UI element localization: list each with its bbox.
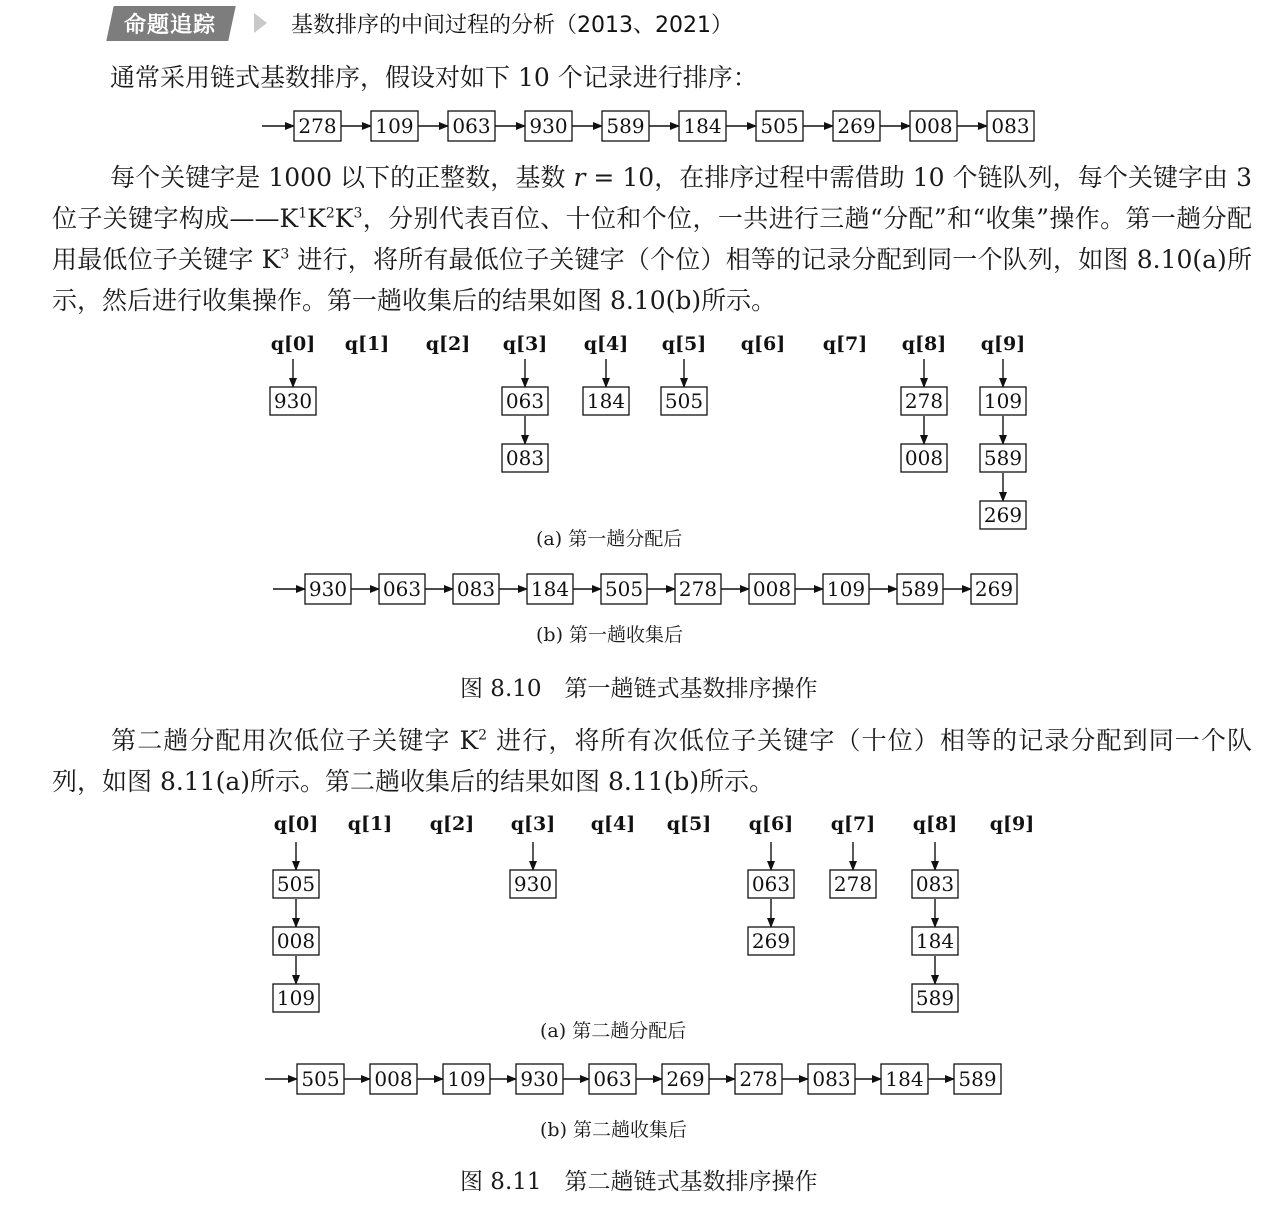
fig1-q9-node-0-label: 109 bbox=[983, 389, 1023, 413]
fig2-collected-node-8-label: 184 bbox=[885, 1067, 924, 1091]
fig1-queue-label-0: q[0] bbox=[270, 333, 316, 355]
fig1-queue-label-6: q[6] bbox=[740, 333, 786, 355]
fig2-q8-node-1-label: 184 bbox=[915, 929, 955, 953]
fig1-q5-node-0-label: 505 bbox=[664, 389, 704, 413]
fig2-queue-label-0: q[0] bbox=[273, 813, 319, 835]
fig1-collected-node-1-label: 063 bbox=[382, 577, 422, 601]
fig1-q0-node-0-label: 930 bbox=[273, 389, 313, 413]
figure2-caption-b: (b) 第二趟收集后 bbox=[540, 1119, 688, 1141]
fig1-q9-node-2-label: 269 bbox=[983, 503, 1023, 527]
fig1-collected-node-4-label: 505 bbox=[604, 577, 644, 601]
fig1-collected-node-3-label: 184 bbox=[530, 577, 570, 601]
fig2-q8-node-0-label: 083 bbox=[915, 872, 955, 896]
fig1-q8-node-0-label: 278 bbox=[904, 389, 944, 413]
fig1-queue-label-5: q[5] bbox=[661, 333, 707, 355]
figure1-caption-b: (b) 第一趟收集后 bbox=[536, 624, 684, 646]
initial-list-node-7-label: 269 bbox=[837, 114, 876, 138]
initial-list-node-9-label: 083 bbox=[991, 114, 1030, 138]
fig2-collected-node-1-label: 008 bbox=[374, 1067, 413, 1091]
fig1-q3-node-1-label: 083 bbox=[505, 446, 545, 470]
section-tag: 命题追踪 bbox=[106, 6, 235, 41]
fig1-collected-node-7-label: 109 bbox=[826, 577, 866, 601]
initial-list-node-0-label: 278 bbox=[298, 114, 337, 138]
paragraph-1: 每个关键字是 1000 以下的正整数，基数 r = 10，在排序过程中需借助 10 个链队列，每个关键字由 3 位子关键字构成$——K^1K^2K^3$，分别代表百位、十位和个位，一共进行三趟“分配”和“收集”操作。第一趟分配用最低位子关键字 $K^3$ 进行，将所有最低位子关键字（个位）相等的记录分配到同一个队列，如图 8.10(a)所示，然后进行收集操作。第一趟收集后的结果如图 8.10(b)所示。 bbox=[52, 163, 1253, 315]
fig1-q4-node-0-label: 184 bbox=[586, 389, 626, 413]
fig2-q3-node-0-label: 930 bbox=[513, 872, 553, 896]
fig2-queue-label-6: q[6] bbox=[748, 813, 794, 835]
fig2-queue-label-4: q[4] bbox=[590, 813, 636, 835]
fig2-q0-node-0-label: 505 bbox=[276, 872, 316, 896]
fig1-queue-label-2: q[2] bbox=[425, 333, 471, 355]
fig1-q3-node-0-label: 063 bbox=[505, 389, 545, 413]
initial-list-node-2-label: 063 bbox=[452, 114, 491, 138]
fig1-queue-label-7: q[7] bbox=[822, 333, 868, 355]
fig1-q8-node-1-label: 008 bbox=[904, 446, 944, 470]
fig2-q6-node-1-label: 269 bbox=[751, 929, 791, 953]
initial-list-node-5-label: 184 bbox=[683, 114, 722, 138]
fig2-q0-node-1-label: 008 bbox=[276, 929, 316, 953]
initial-list-node-6-label: 505 bbox=[760, 114, 799, 138]
fig2-collected-node-3-label: 930 bbox=[520, 1067, 559, 1091]
fig1-queue-label-9: q[9] bbox=[980, 333, 1026, 355]
fig2-collected-node-6-label: 278 bbox=[739, 1067, 778, 1091]
initial-list-node-1-label: 109 bbox=[375, 114, 414, 138]
fig1-queue-label-4: q[4] bbox=[583, 333, 629, 355]
fig1-collected-node-8-label: 589 bbox=[900, 577, 940, 601]
fig1-collected-node-2-label: 083 bbox=[456, 577, 496, 601]
section-title: 基数排序的中间过程的分析（2013、2021） bbox=[291, 12, 733, 38]
fig2-q0-node-2-label: 109 bbox=[276, 986, 316, 1010]
figure1-caption: 图 8.10 第一趟链式基数排序操作 bbox=[460, 676, 818, 702]
paragraph-2: 第二趟分配用次低位子关键字 $K^2$ 进行，将所有次低位子关键字（十位）相等的记录分配到同一个队列，如图 8.11(a)所示。第二趟收集后的结果如图 8.11(b)所示。 bbox=[52, 726, 1253, 796]
fig2-q6-node-0-label: 063 bbox=[751, 872, 791, 896]
fig2-q7-node-0-label: 278 bbox=[833, 872, 873, 896]
figure2-caption-a: (a) 第二趟分配后 bbox=[540, 1020, 687, 1042]
fig2-queue-label-2: q[2] bbox=[429, 813, 475, 835]
fig1-collected-node-6-label: 008 bbox=[752, 577, 792, 601]
fig2-queue-label-9: q[9] bbox=[989, 813, 1035, 835]
fig2-queue-label-3: q[3] bbox=[510, 813, 556, 835]
fig2-queue-label-8: q[8] bbox=[912, 813, 958, 835]
fig2-collected-node-2-label: 109 bbox=[447, 1067, 486, 1091]
fig1-queue-label-8: q[8] bbox=[901, 333, 947, 355]
fig2-collected-node-9-label: 589 bbox=[958, 1067, 997, 1091]
fig1-collected-node-0-label: 930 bbox=[308, 577, 348, 601]
fig2-collected-node-5-label: 269 bbox=[666, 1067, 705, 1091]
initial-list-node-8-label: 008 bbox=[914, 114, 953, 138]
fig2-collected-node-7-label: 083 bbox=[812, 1067, 851, 1091]
fig2-collected-node-0-label: 505 bbox=[301, 1067, 340, 1091]
figure2-caption: 图 8.11 第二趟链式基数排序操作 bbox=[460, 1169, 818, 1195]
fig1-q9-node-1-label: 589 bbox=[983, 446, 1023, 470]
fig2-q8-node-2-label: 589 bbox=[915, 986, 955, 1010]
fig2-queue-label-7: q[7] bbox=[830, 813, 876, 835]
fig1-collected-node-5-label: 278 bbox=[678, 577, 718, 601]
intro-text: 通常采用链式基数排序，假设对如下 10 个记录进行排序： bbox=[110, 63, 758, 92]
initial-list-node-3-label: 930 bbox=[529, 114, 568, 138]
initial-list-node-4-label: 589 bbox=[606, 114, 645, 138]
fig1-queue-label-3: q[3] bbox=[502, 333, 548, 355]
fig2-queue-label-5: q[5] bbox=[666, 813, 712, 835]
fig1-collected-node-9-label: 269 bbox=[974, 577, 1014, 601]
figure1-caption-a: (a) 第一趟分配后 bbox=[536, 528, 683, 550]
fig2-collected-node-4-label: 063 bbox=[593, 1067, 632, 1091]
fig1-queue-label-1: q[1] bbox=[344, 333, 390, 355]
fig2-queue-label-1: q[1] bbox=[347, 813, 393, 835]
